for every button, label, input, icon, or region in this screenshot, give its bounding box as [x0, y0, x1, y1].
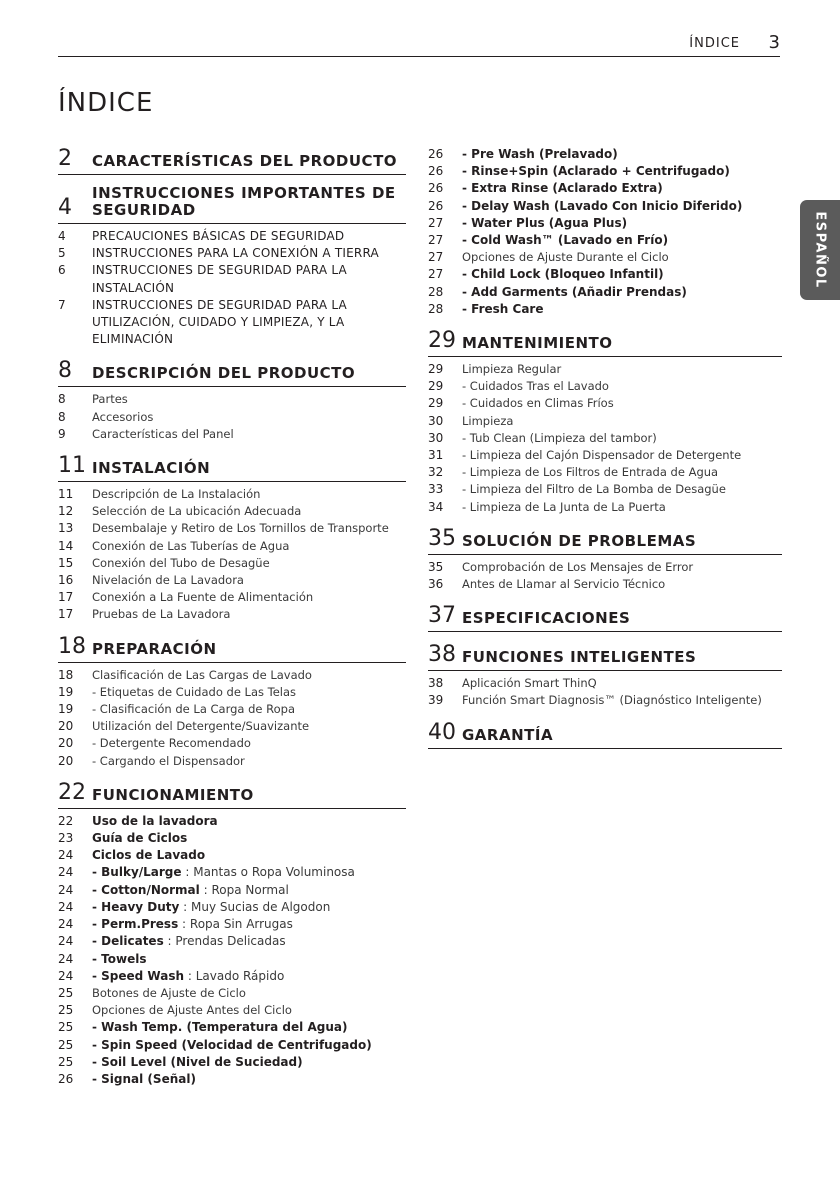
toc-entry-page: 11 — [58, 487, 74, 502]
toc-entry-bold-text: - Speed Wash — [92, 968, 185, 983]
toc-section — [58, 185, 406, 348]
toc-section-title: PREPARACIÓN — [92, 639, 217, 658]
toc-entry-page: 29 — [428, 362, 444, 377]
toc-entry-text — [462, 198, 782, 215]
toc-section-heading[interactable] — [428, 720, 782, 749]
toc-entry-text — [92, 951, 406, 968]
page-header — [58, 26, 780, 57]
toc-entry-text: - Cuidados Tras el Lavado — [462, 379, 609, 394]
toc-entry-text: - Cargando el Dispensador — [92, 753, 245, 768]
toc-section-heading[interactable] — [58, 453, 406, 482]
toc-section-heading[interactable] — [428, 603, 782, 632]
toc-entry-page: 33 — [428, 482, 444, 497]
toc-entry-description: : Ropa Sin Arrugas — [178, 917, 293, 932]
toc-entry-text — [462, 284, 782, 301]
toc-entry-text: Partes — [92, 392, 128, 407]
toc-entry-bold-text: - Signal (Señal) — [92, 1071, 196, 1086]
header-title: ÍNDICE — [689, 36, 740, 51]
toc-entry-description: : Mantas o Ropa Voluminosa — [181, 865, 355, 880]
toc-entry[interactable] — [428, 232, 782, 249]
toc-entry-page: 13 — [58, 521, 74, 536]
toc-section-page: 40 — [428, 719, 456, 745]
toc-entry-page: 24 — [58, 865, 74, 880]
toc-entry[interactable] — [58, 830, 406, 847]
toc-entry-bold-text: - Cotton/Normal — [92, 882, 200, 897]
toc-section-title: GARANTÍA — [462, 725, 554, 744]
toc-entry-text: Antes de Llamar al Servicio Técnico — [462, 577, 666, 592]
toc-entry-page: 38 — [428, 676, 444, 691]
toc-section-page: 29 — [428, 328, 456, 354]
toc-entry[interactable] — [428, 163, 782, 180]
toc-entry-text: Botones de Ajuste de Ciclo — [92, 985, 246, 1000]
toc-section-title: MANTENIMIENTO — [462, 334, 613, 353]
toc-entry[interactable] — [428, 430, 782, 447]
toc-entry-text: Función Smart Diagnosis™ (Diagnóstico Inteligente) — [462, 693, 762, 708]
toc-entry-text: Conexión a La Fuente de Alimentación — [92, 590, 314, 605]
toc-entry[interactable] — [58, 1054, 406, 1071]
toc-entry-page: 20 — [58, 753, 74, 768]
toc-entry[interactable] — [58, 1002, 406, 1019]
toc-entry-page: 26 — [428, 147, 444, 161]
toc-entry[interactable] — [58, 753, 406, 770]
toc-entry-page: 29 — [428, 379, 444, 394]
toc-entry-bold-text: - Rinse+Spin (Aclarado + Centrifugado) — [462, 164, 730, 179]
toc-section-page: 38 — [428, 642, 456, 668]
toc-entry-text — [462, 232, 782, 249]
toc-entry-page: 4 — [58, 229, 66, 243]
toc-entry-page: 23 — [58, 831, 74, 846]
toc-section — [58, 634, 406, 770]
toc-entry-text — [92, 899, 406, 916]
toc-entry-text — [92, 968, 406, 985]
toc-section-heading[interactable] — [428, 328, 782, 357]
toc-entry[interactable] — [58, 520, 406, 537]
toc-entry-text: - Cuidados en Climas Fríos — [462, 396, 614, 411]
toc-entry-page: 17 — [58, 607, 74, 622]
language-tab — [800, 200, 840, 300]
toc-entry-page: 12 — [58, 504, 74, 519]
toc-entry-page: 9 — [58, 426, 66, 441]
toc-entry[interactable] — [428, 378, 782, 395]
toc-entry-text: - Clasificación de La Carga de Ropa — [92, 702, 296, 717]
toc-entry[interactable] — [58, 667, 406, 684]
toc-entry-text: Opciones de Ajuste Antes del Ciclo — [92, 1003, 292, 1018]
toc-entry[interactable] — [428, 447, 782, 464]
toc-entry[interactable] — [58, 933, 406, 950]
toc-section-heading[interactable] — [58, 780, 406, 809]
toc-entry-page: 20 — [58, 719, 74, 734]
toc-entry-text: Clasificación de Las Cargas de Lavado — [92, 667, 312, 682]
toc-entry-text: Utilización del Detergente/Suavizante — [92, 719, 310, 734]
language-tab-label: ESPAÑOL — [812, 211, 828, 289]
toc-entry-text: Ciclos de Lavado — [92, 848, 206, 863]
toc-entry[interactable] — [428, 180, 782, 197]
toc-section-heading[interactable] — [58, 634, 406, 663]
toc-section — [428, 603, 782, 632]
toc-entry-text: Aplicación Smart ThinQ — [462, 676, 597, 691]
toc-entry-page: 14 — [58, 538, 74, 553]
toc-entry-page: 25 — [58, 1003, 74, 1018]
toc-section-title: SOLUCIÓN DE PROBLEMAS — [462, 531, 697, 550]
toc-entry[interactable] — [428, 198, 782, 215]
toc-entry-page: 18 — [58, 667, 74, 682]
toc-entry-page: 25 — [58, 1020, 74, 1035]
toc-entry[interactable] — [428, 675, 782, 692]
toc-entry-text: Accesorios — [92, 409, 154, 424]
toc-entry-page: 34 — [428, 499, 444, 514]
toc-entry-text — [92, 1019, 406, 1036]
toc-entry[interactable] — [428, 249, 782, 266]
toc-entry-bold-text: - Child Lock (Bloqueo Infantil) — [462, 267, 664, 282]
toc-section-page: 8 — [58, 358, 72, 384]
toc-entry-text: Limpieza — [462, 413, 514, 428]
toc-entry[interactable] — [58, 1071, 406, 1088]
toc-section-title: CARACTERÍSTICAS DEL PRODUCTO — [92, 152, 398, 170]
toc-entry[interactable] — [428, 215, 782, 232]
toc-entry[interactable] — [428, 481, 782, 498]
toc-entry-page: 25 — [58, 1054, 74, 1069]
toc-section-heading[interactable] — [428, 526, 782, 555]
toc-entry-bold-text: - Delicates — [92, 934, 164, 949]
toc-entry-page: 24 — [58, 899, 74, 914]
toc-entry[interactable] — [58, 882, 406, 899]
toc-entry[interactable] — [58, 503, 406, 520]
toc-section-title: INSTRUCCIONES IMPORTANTES DE SEGURIDAD — [92, 184, 396, 219]
toc-entry-page: 6 — [58, 263, 66, 278]
toc-entry[interactable] — [58, 985, 406, 1002]
toc-entry[interactable] — [428, 301, 782, 318]
toc-entry-bold-text: - Towels — [92, 951, 147, 966]
toc-entry-page: 24 — [58, 848, 74, 863]
toc-entry[interactable] — [428, 284, 782, 301]
toc-section-heading[interactable] — [58, 358, 406, 387]
toc-entry-text: INSTRUCCIONES DE SEGURIDAD PARA LA UTILIZACIÓN, CUIDADO Y LIMPIEZA, Y LA ELIMINACIÓN — [92, 297, 347, 347]
toc-entry[interactable] — [58, 426, 406, 443]
toc-entry-page: 8 — [58, 409, 66, 424]
toc-entry-text: Opciones de Ajuste Durante el Ciclo — [462, 250, 669, 265]
toc-right-column — [428, 146, 782, 759]
toc-entry-page: 32 — [428, 465, 444, 480]
toc-section — [58, 146, 406, 175]
toc-section-heading[interactable] — [58, 146, 406, 175]
toc-entry-page: 19 — [58, 684, 74, 699]
toc-entry[interactable] — [428, 413, 782, 430]
toc-entry[interactable] — [58, 486, 406, 503]
toc-entry-description: : Prendas Delicadas — [163, 934, 286, 949]
toc-entry-page: 27 — [428, 233, 444, 248]
toc-section — [58, 780, 406, 1088]
toc-entry[interactable] — [58, 589, 406, 606]
toc-entry-text — [92, 882, 406, 899]
toc-entry-text: Nivelación de La Lavadora — [92, 573, 244, 588]
toc-entry-text — [462, 146, 782, 163]
toc-entry[interactable] — [428, 559, 782, 576]
toc-entry[interactable] — [428, 146, 782, 163]
toc-entry-page: 35 — [428, 559, 444, 574]
toc-entry-bold-text: - Pre Wash (Prelavado) — [462, 147, 618, 161]
toc-section-title: INSTALACIÓN — [92, 459, 211, 478]
toc-entry-text — [92, 916, 406, 933]
toc-entry[interactable] — [58, 951, 406, 968]
toc-entry-page: 20 — [58, 736, 74, 751]
toc-entry-page: 25 — [58, 1037, 74, 1052]
toc-entry[interactable] — [428, 266, 782, 283]
toc-entry[interactable] — [58, 1037, 406, 1054]
toc-section-title: DESCRIPCIÓN DEL PRODUCTO — [92, 364, 356, 383]
toc-entry-bold-text: - Soil Level (Nivel de Suciedad) — [92, 1054, 303, 1069]
toc-entry[interactable] — [428, 464, 782, 481]
toc-entry-bold-text: - Bulky/Large — [92, 865, 182, 880]
toc-entry[interactable] — [58, 718, 406, 735]
toc-section-page: 11 — [58, 453, 86, 479]
toc-section — [58, 453, 406, 624]
toc-entry-text: INSTRUCCIONES PARA LA CONEXIÓN A TIERRA — [92, 246, 379, 261]
toc-entry-text — [92, 1054, 406, 1071]
toc-entry-text: - Limpieza del Filtro de La Bomba de Desagüe — [462, 482, 726, 497]
toc-entry-page: 24 — [58, 882, 74, 897]
toc-left-column — [58, 146, 406, 1098]
toc-entry-text: Selección de La ubicación Adecuada — [92, 504, 302, 519]
toc-entry-text: Limpieza Regular — [462, 362, 562, 377]
toc-entry-description: : Muy Sucias de Algodon — [179, 899, 331, 914]
toc-entry[interactable] — [58, 916, 406, 933]
toc-entry-page: 28 — [428, 284, 444, 299]
toc-entry-text: Conexión de Las Tuberías de Agua — [92, 538, 290, 553]
page-title: ÍNDICE — [58, 88, 154, 118]
toc-entry[interactable] — [58, 245, 406, 262]
toc-entry[interactable] — [58, 391, 406, 408]
toc-entry-page: 36 — [428, 577, 444, 592]
toc-entry-page: 31 — [428, 448, 444, 463]
toc-section — [428, 328, 782, 516]
toc-entry-bold-text: - Heavy Duty — [92, 899, 180, 914]
toc-section — [58, 358, 406, 443]
toc-entry[interactable] — [428, 361, 782, 378]
toc-entry-page: 26 — [428, 198, 444, 213]
toc-entry-text: Guía de Ciclos — [92, 831, 188, 846]
toc-entry-page: 27 — [428, 267, 444, 282]
toc-entry[interactable] — [58, 297, 406, 349]
toc-section-page: 22 — [58, 779, 86, 805]
toc-entry-text: - Limpieza de La Junta de La Puerta — [462, 499, 666, 514]
toc-entry-bold-text: - Cold Wash™ (Lavado en Frío) — [462, 233, 669, 248]
toc-entry[interactable] — [58, 684, 406, 701]
toc-entry-page: 39 — [428, 693, 444, 708]
toc-entry-text — [462, 215, 782, 232]
toc-entry-page: 17 — [58, 590, 74, 605]
toc-entry[interactable] — [58, 228, 406, 245]
toc-continued-entries — [428, 146, 782, 318]
toc-entry-page: 24 — [58, 951, 74, 966]
toc-entry-text: - Detergente Recomendado — [92, 736, 251, 751]
toc-entry-text: - Etiquetas de Cuidado de Las Telas — [92, 684, 297, 699]
toc-entry-text — [92, 1037, 406, 1054]
toc-entry-page: 16 — [58, 573, 74, 588]
toc-entry-page: 24 — [58, 968, 74, 983]
toc-entry-page: 24 — [58, 934, 74, 949]
toc-entry-description: : Ropa Normal — [199, 882, 289, 897]
toc-entry-text: Comprobación de Los Mensajes de Error — [462, 559, 694, 574]
toc-entry-description: : Lavado Rápido — [184, 968, 285, 983]
toc-entry-bold-text: - Spin Speed (Velocidad de Centrifugado) — [92, 1037, 372, 1052]
toc-entry-page: 22 — [58, 813, 74, 828]
toc-entry-text — [92, 933, 406, 950]
toc-entry-text — [462, 180, 782, 197]
toc-section-heading[interactable] — [428, 642, 782, 671]
toc-entry-page: 8 — [58, 392, 66, 407]
toc-entry-page: 27 — [428, 215, 444, 230]
toc-entry-bold-text: - Water Plus (Agua Plus) — [462, 215, 628, 230]
toc-entry-text: - Limpieza de Los Filtros de Entrada de Agua — [462, 465, 719, 480]
toc-entry[interactable] — [428, 395, 782, 412]
toc-entry-page: 15 — [58, 555, 74, 570]
toc-section — [428, 526, 782, 593]
toc-entry-page: 26 — [428, 181, 444, 196]
toc-entry[interactable] — [428, 576, 782, 593]
toc-entry[interactable] — [58, 606, 406, 623]
toc-entry[interactable] — [58, 847, 406, 864]
toc-entry-text: - Tub Clean (Limpieza del tambor) — [462, 430, 657, 445]
toc-section-title: FUNCIONAMIENTO — [92, 785, 254, 804]
toc-section-page: 37 — [428, 603, 456, 629]
toc-entry[interactable] — [58, 701, 406, 718]
toc-section-page: 2 — [58, 146, 72, 171]
toc-entry-page: 29 — [428, 396, 444, 411]
toc-entry[interactable] — [58, 968, 406, 985]
toc-entry[interactable] — [58, 409, 406, 426]
toc-entry-page: 28 — [428, 301, 444, 316]
toc-entry-bold-text: - Wash Temp. (Temperatura del Agua) — [92, 1020, 348, 1035]
toc-section-title: ESPECIFICACIONES — [462, 609, 631, 628]
toc-entry-page: 30 — [428, 430, 444, 445]
toc-entry-text: Descripción de La Instalación — [92, 487, 261, 502]
toc-section-page: 4 — [58, 195, 72, 220]
toc-entry-text: Conexión del Tubo de Desagüe — [92, 555, 270, 570]
toc-entry-page: 30 — [428, 413, 444, 428]
toc-entry-text: Desembalaje y Retiro de Los Tornillos de Transporte — [92, 521, 389, 536]
page-number: 3 — [768, 32, 780, 53]
toc-entry[interactable] — [58, 1019, 406, 1036]
toc-section-title: FUNCIONES INTELIGENTES — [462, 648, 697, 667]
toc-entry[interactable] — [58, 572, 406, 589]
toc-entry[interactable] — [58, 899, 406, 916]
toc-entry-page: 24 — [58, 917, 74, 932]
toc-entry-text: INSTRUCCIONES DE SEGURIDAD PARA LA INSTALACIÓN — [92, 263, 347, 295]
toc-entry-text: Características del Panel — [92, 426, 234, 441]
toc-section-heading[interactable] — [58, 185, 406, 224]
toc-entry[interactable] — [58, 735, 406, 752]
toc-entry-text: - Limpieza del Cajón Dispensador de Detergente — [462, 448, 742, 463]
toc-entry-page: 26 — [428, 164, 444, 179]
toc-section — [428, 720, 782, 749]
toc-entry-bold-text: - Add Garments (Añadir Prendas) — [462, 284, 687, 299]
toc-entry-page: 5 — [58, 246, 66, 261]
toc-entry-bold-text: - Fresh Care — [462, 301, 544, 316]
toc-entry[interactable] — [58, 555, 406, 572]
toc-entry-text — [462, 163, 782, 180]
toc-entry-text — [92, 864, 406, 881]
toc-entry-text — [92, 1071, 406, 1088]
toc-entry[interactable] — [58, 813, 406, 830]
toc-entry-text: Pruebas de La Lavadora — [92, 607, 231, 622]
toc-entry[interactable] — [58, 864, 406, 881]
toc-entry-bold-text: - Extra Rinse (Aclarado Extra) — [462, 181, 663, 196]
toc-entry-page: 25 — [58, 985, 74, 1000]
toc-entry-bold-text: - Delay Wash (Lavado Con Inicio Diferido) — [462, 198, 743, 213]
toc-entry-page: 26 — [58, 1071, 74, 1086]
toc-entry-page: 27 — [428, 250, 444, 265]
toc-entry[interactable] — [58, 262, 406, 296]
toc-section-page: 35 — [428, 525, 456, 551]
toc-entry-text — [462, 301, 782, 318]
toc-entry-text: Uso de la lavadora — [92, 813, 218, 828]
toc-entry-text — [462, 266, 782, 283]
toc-entry[interactable] — [428, 692, 782, 709]
toc-entry-page: 19 — [58, 702, 74, 717]
toc-entry-bold-text: - Perm.Press — [92, 917, 179, 932]
toc-entry-page: 7 — [58, 297, 66, 312]
toc-section — [428, 642, 782, 709]
toc-entry-text: PRECAUCIONES BÁSICAS DE SEGURIDAD — [92, 229, 345, 243]
toc-section-page: 18 — [58, 633, 86, 659]
toc-entry[interactable] — [58, 538, 406, 555]
toc-entry[interactable] — [428, 499, 782, 516]
